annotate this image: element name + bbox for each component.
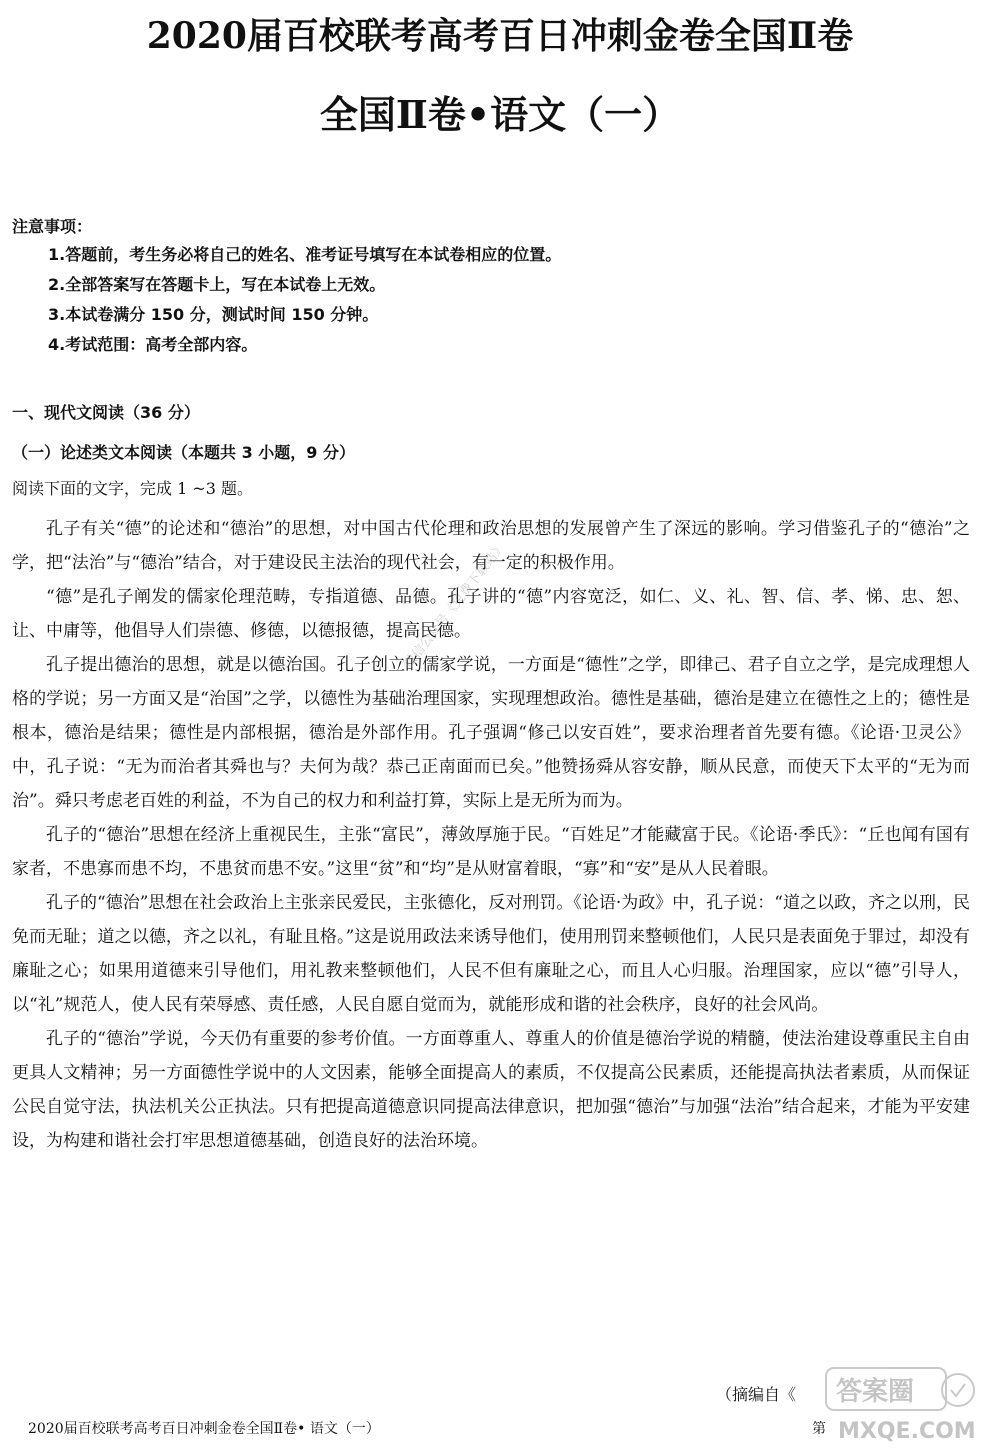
exam-subtitle: 全国Ⅱ卷•语文（一） (319, 92, 681, 137)
passage-paragraph: 孔子的“德治”学说，今天仍有重要的参考价值。一方面尊重人、尊重人的价值是德治学说的精髓，使法治建设尊重民主自由更具人文精神；另一方面德性学说中的人文因素，能够全面提高人的素质，不仅提高公民素质，还能提高执法者素质，从而保证公民自觉守法，执法机关公正执法。只有把提高道德意识同提高法律意识，把加强“德治”与加强“法治”结合起来，才能为平安建设，为构建和谐社会打牢思想道德基础，创造良好的法治环境。 (12, 1029, 970, 1151)
notice-heading: 注意事项： (12, 217, 93, 236)
notice-item: 3.本试卷满分 150 分，测试时间 150 分钟。 (48, 305, 379, 324)
watermark-logo-icon (820, 1360, 980, 1450)
reading-instruction: 阅读下面的文字，完成 1 ~3 题。 (12, 479, 254, 498)
page-footer: 2020届百校联考高考百日冲刺金卷全国Ⅱ卷• 语文（一） (28, 1421, 380, 1437)
exam-title: 2020届百校联考高考百日冲刺金卷全国Ⅱ卷 (146, 15, 854, 57)
section-heading: 一、现代文阅读（36 分） (12, 403, 200, 422)
svg-text:答案圈: 答案圈 (836, 1377, 915, 1407)
reading-passage (12, 512, 970, 1158)
passage-paragraph: 孔子的“德治”思想在经济上重视民生，主张“富民”，薄敛厚施于民。“百姓足”才能藏富于民。《论语·季氏》：“丘也闻有国有家者，不患寡而患不均，不患贫而患不安。”这里“贫”和“均”是从财富着眼，“寡”和“安”是从人民着眼。 (12, 825, 970, 879)
svg-text:MXQE.COM: MXQE.COM (838, 1419, 976, 1444)
watermark-text: 微信公众号《免费下载站》 (401, 539, 510, 672)
passage-paragraph: 孔子有关“德”的论述和“德治”的思想，对中国古代伦理和政治思想的发展曾产生了深远的影响。学习借鉴孔子的“德治”之学，把“法治”与“德治”结合，对于建设民主法治的现代社会，有一定的积极作用。 (12, 519, 970, 573)
watermark-logo (820, 1360, 980, 1450)
passage-paragraph: 孔子的“德治”思想在社会政治上主张亲民爱民，主张德化，反对刑罚。《论语·为政》中，孔子说：“道之以政，齐之以刑，民免而无耻；道之以德，齐之以礼，有耻且格。”这是说用政法来诱导他们，使用刑罚来整顿他们，人民只是表面免于罪过，却没有廉耻之心；如果用道德来引导他们，用礼教来整顿他们，人民不但有廉耻之心，而且人心归服。治理国家，应以“德”引导人，以“礼”规范人，使人民有荣辱感、责任感，人民自愿自觉而为，就能形成和谐的社会秩序，良好的社会风尚。 (12, 893, 970, 1015)
subsection-heading: （一）论述类文本阅读（本题共 3 小题，9 分） (12, 443, 355, 462)
notice-item: 4.考试范围：高考全部内容。 (48, 335, 258, 354)
notice-item: 1.答题前，考生务必将自己的姓名、准考证号填写在本试卷相应的位置。 (48, 245, 562, 264)
page-number: 第 (812, 1421, 826, 1437)
notice-item: 2.全部答案写在答题卡上，写在本试卷上无效。 (48, 275, 386, 294)
passage-paragraph: 孔子提出德治的思想，就是以德治国。孔子创立的儒家学说，一方面是“德性”之学，即律己、君子自立之学，是完成理想人格的学说；另一方面又是“治国”之学，以德性为基础治理国家，实现理想政治。德性是基础，德治是建立在德性之上的；德性是根本，德治是结果；德性是内部根据，德治是外部作用。孔子强调“修己以安百姓”，要求治理者首先要有德。《论语·卫灵公》中，孔子说：“无为而治者其舜也与？夫何为哉？恭己正南面而已矣。”他赞扬舜从容安静，顺从民意，而使天下太平的“无为而治”。舜只考虑老百姓的利益，不为自己的权力和利益打算，实际上是无所为而为。 (12, 655, 970, 811)
passage-paragraph: “德”是孔子阐发的儒家伦理范畴，专指道德、品德。孔子讲的“德”内容宽泛，如仁、义、礼、智、信、孝、悌、忠、恕、让、中庸等，他倡导人们崇德、修德，以德报德，提高民德。 (12, 587, 970, 641)
passage-source: （摘编自《 (716, 1385, 797, 1404)
notice-block (12, 214, 972, 360)
